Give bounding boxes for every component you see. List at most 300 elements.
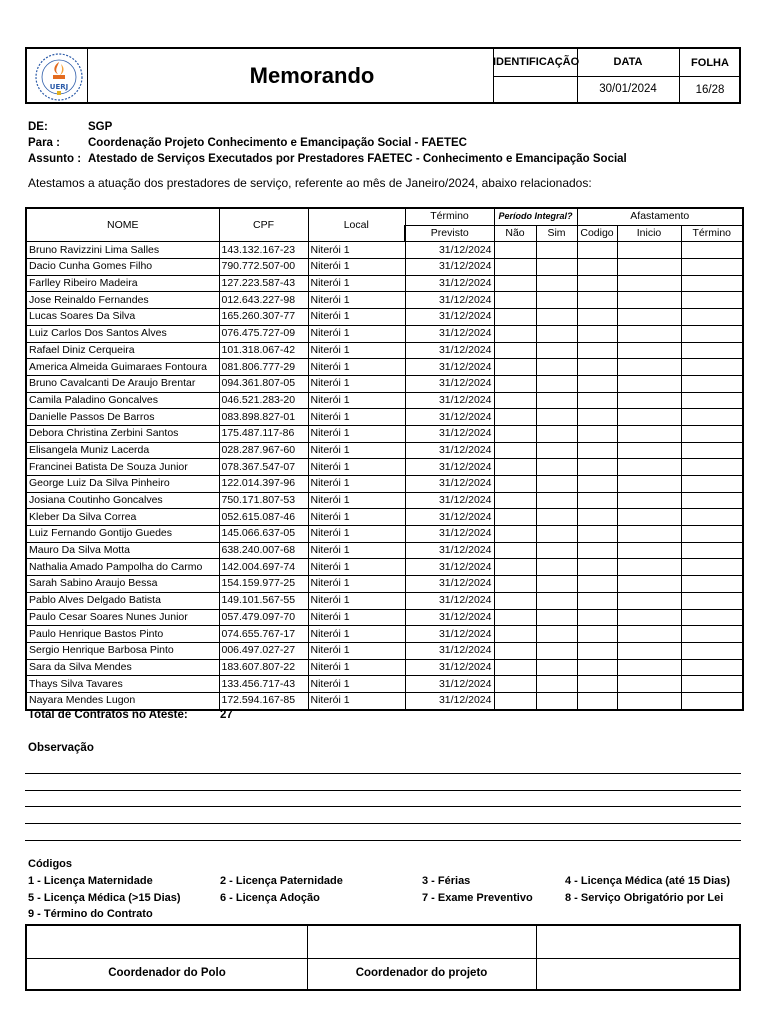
cell-nao (494, 676, 536, 693)
cell-inicio (617, 676, 681, 693)
cell-local: Niterói 1 (308, 309, 405, 326)
cell-local: Niterói 1 (308, 526, 405, 543)
cell-local: Niterói 1 (308, 476, 405, 493)
cell-local: Niterói 1 (308, 559, 405, 576)
cell-nao (494, 442, 536, 459)
codigo-item: 7 - Exame Preventivo (422, 892, 533, 904)
cell-termino (681, 542, 743, 559)
cell-previsto: 31/12/2024 (405, 409, 494, 426)
cell-inicio (617, 325, 681, 342)
cell-nao (494, 542, 536, 559)
observacao-line (25, 773, 741, 774)
codigo-item: 6 - Licença Adoção (220, 892, 320, 904)
cell-codigo (577, 542, 617, 559)
cell-inicio (617, 526, 681, 543)
cell-termino (681, 509, 743, 526)
cell-inicio (617, 659, 681, 676)
cell-sim (536, 425, 577, 442)
cell-previsto: 31/12/2024 (405, 542, 494, 559)
cell-sim (536, 242, 577, 259)
cell-nome: Sergio Henrique Barbosa Pinto (26, 642, 219, 659)
cell-termino (681, 259, 743, 276)
cell-sim (536, 476, 577, 493)
cell-nome: Nayara Mendes Lugon (26, 692, 219, 709)
cell-termino (681, 375, 743, 392)
cell-nao (494, 592, 536, 609)
table-row (26, 442, 743, 459)
cell-codigo (577, 242, 617, 259)
cell-nome: Nathalia Amado Pampolha do Carmo (26, 559, 219, 576)
cell-codigo (577, 392, 617, 409)
cell-codigo (577, 659, 617, 676)
cell-previsto: 31/12/2024 (405, 275, 494, 292)
cell-local: Niterói 1 (308, 692, 405, 709)
cell-codigo (577, 676, 617, 693)
table-row (26, 642, 743, 659)
cell-inicio (617, 275, 681, 292)
cell-codigo (577, 325, 617, 342)
cell-inicio (617, 692, 681, 709)
cell-codigo (577, 459, 617, 476)
cell-inicio (617, 359, 681, 376)
table-row (26, 609, 743, 626)
folha-value: 16/28 (695, 84, 725, 96)
cell-sim (536, 309, 577, 326)
cell-nome: Luiz Carlos Dos Santos Alves (26, 325, 219, 342)
col-codigo: Codigo (577, 225, 617, 242)
table-row (26, 259, 743, 276)
signature-box (25, 924, 741, 991)
cell-codigo (577, 626, 617, 643)
cell-nao (494, 642, 536, 659)
cell-local: Niterói 1 (308, 576, 405, 593)
coordenador-projeto-label: Coordenador do projeto (355, 967, 488, 979)
cell-nao (494, 375, 536, 392)
codigos-label: Códigos (28, 858, 72, 870)
col-previsto: Previsto (405, 225, 494, 242)
cell-codigo (577, 375, 617, 392)
cell-nome: Mauro Da Silva Motta (26, 542, 219, 559)
cell-nome: Farlley Ribeiro Madeira (26, 275, 219, 292)
cell-nao (494, 392, 536, 409)
cell-local: Niterói 1 (308, 659, 405, 676)
cell-nome: Kleber Da Silva Correa (26, 509, 219, 526)
table-row (26, 659, 743, 676)
cell-cpf: 790.772.507-00 (219, 259, 308, 276)
cell-previsto: 31/12/2024 (405, 659, 494, 676)
cell-cpf: 081.806.777-29 (219, 359, 308, 376)
prestadores-table (25, 207, 744, 711)
cell-previsto: 31/12/2024 (405, 259, 494, 276)
observacao-line (25, 840, 741, 841)
cell-inicio (617, 559, 681, 576)
cell-previsto: 31/12/2024 (405, 692, 494, 709)
identificacao-label: IDENTIFICAÇÃO (493, 56, 580, 68)
assunto-label: Assunto : (28, 153, 82, 165)
cell-termino (681, 275, 743, 292)
cell-inicio (617, 609, 681, 626)
cell-cpf: 083.898.827-01 (219, 409, 308, 426)
table-row (26, 476, 743, 493)
cell-termino (681, 676, 743, 693)
cell-cpf: 638.240.007-68 (219, 542, 308, 559)
cell-local: Niterói 1 (308, 392, 405, 409)
cell-nao (494, 509, 536, 526)
cell-local: Niterói 1 (308, 642, 405, 659)
cell-termino (681, 392, 743, 409)
cell-nao (494, 275, 536, 292)
cell-inicio (617, 375, 681, 392)
col-sim: Sim (536, 225, 577, 242)
codigo-item: 2 - Licença Paternidade (220, 875, 343, 887)
cell-local: Niterói 1 (308, 425, 405, 442)
cell-nome: Josiana Coutinho Goncalves (26, 492, 219, 509)
cell-local: Niterói 1 (308, 359, 405, 376)
cell-sim (536, 609, 577, 626)
cell-nome: America Almeida Guimaraes Fontoura (26, 359, 219, 376)
cell-termino (681, 626, 743, 643)
table-row (26, 576, 743, 593)
cell-previsto: 31/12/2024 (405, 609, 494, 626)
cell-previsto: 31/12/2024 (405, 309, 494, 326)
cell-nome: Rafael Diniz Cerqueira (26, 342, 219, 359)
cell-cpf: 165.260.307-77 (219, 309, 308, 326)
cell-inicio (617, 292, 681, 309)
cell-termino (681, 359, 743, 376)
cell-cpf: 133.456.717-43 (219, 676, 308, 693)
cell-codigo (577, 309, 617, 326)
cell-codigo (577, 509, 617, 526)
cell-sim (536, 442, 577, 459)
col-inicio: Inicio (617, 225, 681, 242)
cell-codigo (577, 642, 617, 659)
cell-sim (536, 275, 577, 292)
cell-inicio (617, 476, 681, 493)
cell-nome: George Luiz Da Silva Pinheiro (26, 476, 219, 493)
cell-sim (536, 542, 577, 559)
cell-cpf: 046.521.283-20 (219, 392, 308, 409)
cell-inicio (617, 425, 681, 442)
cell-termino (681, 592, 743, 609)
table-row (26, 592, 743, 609)
cell-previsto: 31/12/2024 (405, 392, 494, 409)
cell-nao (494, 609, 536, 626)
cell-nao (494, 409, 536, 426)
cell-previsto: 31/12/2024 (405, 509, 494, 526)
cell-inicio (617, 576, 681, 593)
codigo-item: 1 - Licença Maternidade (28, 875, 153, 887)
codigo-item: 9 - Término do Contrato (28, 908, 153, 920)
cell-cpf: 750.171.807-53 (219, 492, 308, 509)
col-local: Local (308, 208, 405, 242)
table-row (26, 459, 743, 476)
cell-nao (494, 425, 536, 442)
cell-nome: Lucas Soares Da Silva (26, 309, 219, 326)
cell-termino (681, 409, 743, 426)
cell-nome: Debora Christina Zerbini Santos (26, 425, 219, 442)
cell-cpf: 074.655.767-17 (219, 626, 308, 643)
cell-nao (494, 476, 536, 493)
cell-nao (494, 492, 536, 509)
cell-nome: Bruno Ravizzini Lima Salles (26, 242, 219, 259)
cell-local: Niterói 1 (308, 275, 405, 292)
cell-cpf: 101.318.067-42 (219, 342, 308, 359)
cell-sim (536, 375, 577, 392)
cell-nome: Francinei Batista De Souza Junior (26, 459, 219, 476)
cell-previsto: 31/12/2024 (405, 576, 494, 593)
cell-local: Niterói 1 (308, 325, 405, 342)
cell-codigo (577, 409, 617, 426)
cell-nome: Thays Silva Tavares (26, 676, 219, 693)
cell-sim (536, 459, 577, 476)
cell-nao (494, 292, 536, 309)
cell-previsto: 31/12/2024 (405, 476, 494, 493)
cell-local: Niterói 1 (308, 676, 405, 693)
cell-termino (681, 609, 743, 626)
cell-inicio (617, 459, 681, 476)
cell-inicio (617, 259, 681, 276)
observacao-label: Observação (28, 742, 94, 754)
cell-cpf: 076.475.727-09 (219, 325, 308, 342)
cell-codigo (577, 425, 617, 442)
cell-nao (494, 359, 536, 376)
cell-previsto: 31/12/2024 (405, 442, 494, 459)
cell-nao (494, 259, 536, 276)
cell-cpf: 057.479.097-70 (219, 609, 308, 626)
total-label: Total de Contratos no Ateste: (28, 709, 188, 721)
cell-cpf: 149.101.567-55 (219, 592, 308, 609)
cell-nao (494, 526, 536, 543)
cell-termino (681, 642, 743, 659)
cell-local: Niterói 1 (308, 375, 405, 392)
codigo-item: 4 - Licença Médica (até 15 Dias) (565, 875, 731, 887)
cell-inicio (617, 392, 681, 409)
cell-nome: Danielle Passos De Barros (26, 409, 219, 426)
cell-sim (536, 526, 577, 543)
cell-nao (494, 576, 536, 593)
cell-termino (681, 342, 743, 359)
cell-codigo (577, 592, 617, 609)
coordenador-polo-label: Coordenador do Polo (108, 967, 226, 979)
cell-termino (681, 476, 743, 493)
cell-local: Niterói 1 (308, 626, 405, 643)
cell-termino (681, 292, 743, 309)
cell-local: Niterói 1 (308, 442, 405, 459)
cell-cpf: 183.607.807-22 (219, 659, 308, 676)
cell-codigo (577, 275, 617, 292)
cell-cpf: 052.615.087-46 (219, 509, 308, 526)
cell-sim (536, 292, 577, 309)
cell-nao (494, 242, 536, 259)
cell-previsto: 31/12/2024 (405, 526, 494, 543)
cell-local: Niterói 1 (308, 409, 405, 426)
cell-termino (681, 692, 743, 709)
cell-previsto: 31/12/2024 (405, 325, 494, 342)
cell-nao (494, 342, 536, 359)
cell-termino (681, 309, 743, 326)
codigo-item: 8 - Serviço Obrigatório por Lei (565, 892, 724, 904)
cell-sim (536, 626, 577, 643)
data-label: DATA (613, 56, 643, 68)
cell-sim (536, 692, 577, 709)
table-row (26, 359, 743, 376)
cell-sim (536, 576, 577, 593)
cell-previsto: 31/12/2024 (405, 642, 494, 659)
table-row (26, 309, 743, 326)
cell-local: Niterói 1 (308, 542, 405, 559)
cell-termino (681, 492, 743, 509)
cell-previsto: 31/12/2024 (405, 492, 494, 509)
cell-sim (536, 659, 577, 676)
cell-nao (494, 659, 536, 676)
cell-local: Niterói 1 (308, 259, 405, 276)
table-row (26, 392, 743, 409)
table-row (26, 275, 743, 292)
uerj-logo-icon (31, 52, 87, 102)
col-nao: Não (494, 225, 536, 242)
cell-nome: Bruno Cavalcanti De Araujo Brentar (26, 375, 219, 392)
page-title: Memorando (249, 63, 375, 88)
cell-sim (536, 342, 577, 359)
cell-codigo (577, 442, 617, 459)
cell-inicio (617, 442, 681, 459)
table-row (26, 325, 743, 342)
cell-local: Niterói 1 (308, 342, 405, 359)
cell-cpf: 127.223.587-43 (219, 275, 308, 292)
cell-nome: Sarah Sabino Araujo Bessa (26, 576, 219, 593)
cell-codigo (577, 292, 617, 309)
cell-nome: Jose Reinaldo Fernandes (26, 292, 219, 309)
cell-termino (681, 442, 743, 459)
cell-cpf: 028.287.967-60 (219, 442, 308, 459)
intro-text: Atestamos a atuação dos prestadores de serviço, referente ao mês de Janeiro/2024, abaixo relacionados: (28, 176, 592, 190)
de-label: DE: (28, 121, 48, 133)
cell-nao (494, 559, 536, 576)
table-row (26, 692, 743, 709)
col-periodo-integral: Período Integral? (494, 208, 577, 225)
cell-codigo (577, 526, 617, 543)
cell-nome: Dacio Cunha Gomes Filho (26, 259, 219, 276)
folha-label: FOLHA (691, 57, 729, 69)
table-row (26, 626, 743, 643)
table-row (26, 526, 743, 543)
cell-previsto: 31/12/2024 (405, 242, 494, 259)
cell-inicio (617, 509, 681, 526)
cell-inicio (617, 542, 681, 559)
cell-codigo (577, 259, 617, 276)
cell-cpf: 142.004.697-74 (219, 559, 308, 576)
cell-local: Niterói 1 (308, 242, 405, 259)
cell-sim (536, 325, 577, 342)
cell-cpf: 078.367.547-07 (219, 459, 308, 476)
col-cpf: CPF (219, 208, 308, 242)
cell-previsto: 31/12/2024 (405, 425, 494, 442)
col-afastamento: Afastamento (577, 208, 743, 225)
cell-inicio (617, 242, 681, 259)
cell-termino (681, 325, 743, 342)
cell-termino (681, 425, 743, 442)
cell-local: Niterói 1 (308, 609, 405, 626)
assunto-value: Atestado de Serviços Executados por Prestadores FAETEC - Conhecimento e Emancipação Social (88, 153, 627, 165)
cell-previsto: 31/12/2024 (405, 676, 494, 693)
cell-codigo (577, 492, 617, 509)
cell-cpf: 154.159.977-25 (219, 576, 308, 593)
cell-local: Niterói 1 (308, 292, 405, 309)
cell-sim (536, 259, 577, 276)
observacao-line (25, 806, 741, 807)
cell-sim (536, 392, 577, 409)
cell-inicio (617, 309, 681, 326)
table-row (26, 292, 743, 309)
cell-codigo (577, 609, 617, 626)
cell-nome: Paulo Cesar Soares Nunes Junior (26, 609, 219, 626)
data-value: 30/01/2024 (599, 83, 657, 95)
cell-inicio (617, 592, 681, 609)
table-row (26, 242, 743, 259)
cell-cpf: 145.066.637-05 (219, 526, 308, 543)
total-value: 27 (220, 709, 233, 721)
cell-termino (681, 459, 743, 476)
col-termino-afast: Término (681, 225, 743, 242)
cell-termino (681, 242, 743, 259)
observacao-line (25, 823, 741, 824)
cell-nao (494, 692, 536, 709)
cell-nao (494, 325, 536, 342)
table-row (26, 509, 743, 526)
table-row (26, 425, 743, 442)
cell-sim (536, 592, 577, 609)
cell-codigo (577, 576, 617, 593)
cell-local: Niterói 1 (308, 459, 405, 476)
cell-cpf: 012.643.227-98 (219, 292, 308, 309)
cell-sim (536, 409, 577, 426)
cell-nome: Elisangela Muniz Lacerda (26, 442, 219, 459)
cell-sim (536, 559, 577, 576)
logo-text: UERJ (49, 83, 69, 91)
cell-codigo (577, 559, 617, 576)
de-value: SGP (88, 121, 113, 133)
cell-codigo (577, 692, 617, 709)
cell-cpf: 143.132.167-23 (219, 242, 308, 259)
cell-previsto: 31/12/2024 (405, 592, 494, 609)
observacao-line (25, 790, 741, 791)
cell-sim (536, 676, 577, 693)
cell-local: Niterói 1 (308, 509, 405, 526)
cell-sim (536, 492, 577, 509)
cell-sim (536, 642, 577, 659)
cell-sim (536, 359, 577, 376)
cell-inicio (617, 342, 681, 359)
cell-previsto: 31/12/2024 (405, 559, 494, 576)
col-nome: NOME (26, 208, 219, 242)
codigo-item: 5 - Licença Médica (>15 Dias) (28, 892, 181, 904)
cell-nome: Pablo Alves Delgado Batista (26, 592, 219, 609)
cell-cpf: 122.014.397-96 (219, 476, 308, 493)
table-row (26, 676, 743, 693)
cell-termino (681, 659, 743, 676)
cell-nome: Paulo Henrique Bastos Pinto (26, 626, 219, 643)
cell-sim (536, 509, 577, 526)
cell-nao (494, 459, 536, 476)
table-row (26, 492, 743, 509)
cell-inicio (617, 642, 681, 659)
cell-cpf: 172.594.167-85 (219, 692, 308, 709)
cell-inicio (617, 626, 681, 643)
cell-nao (494, 626, 536, 643)
table-row (26, 375, 743, 392)
cell-codigo (577, 359, 617, 376)
cell-inicio (617, 409, 681, 426)
